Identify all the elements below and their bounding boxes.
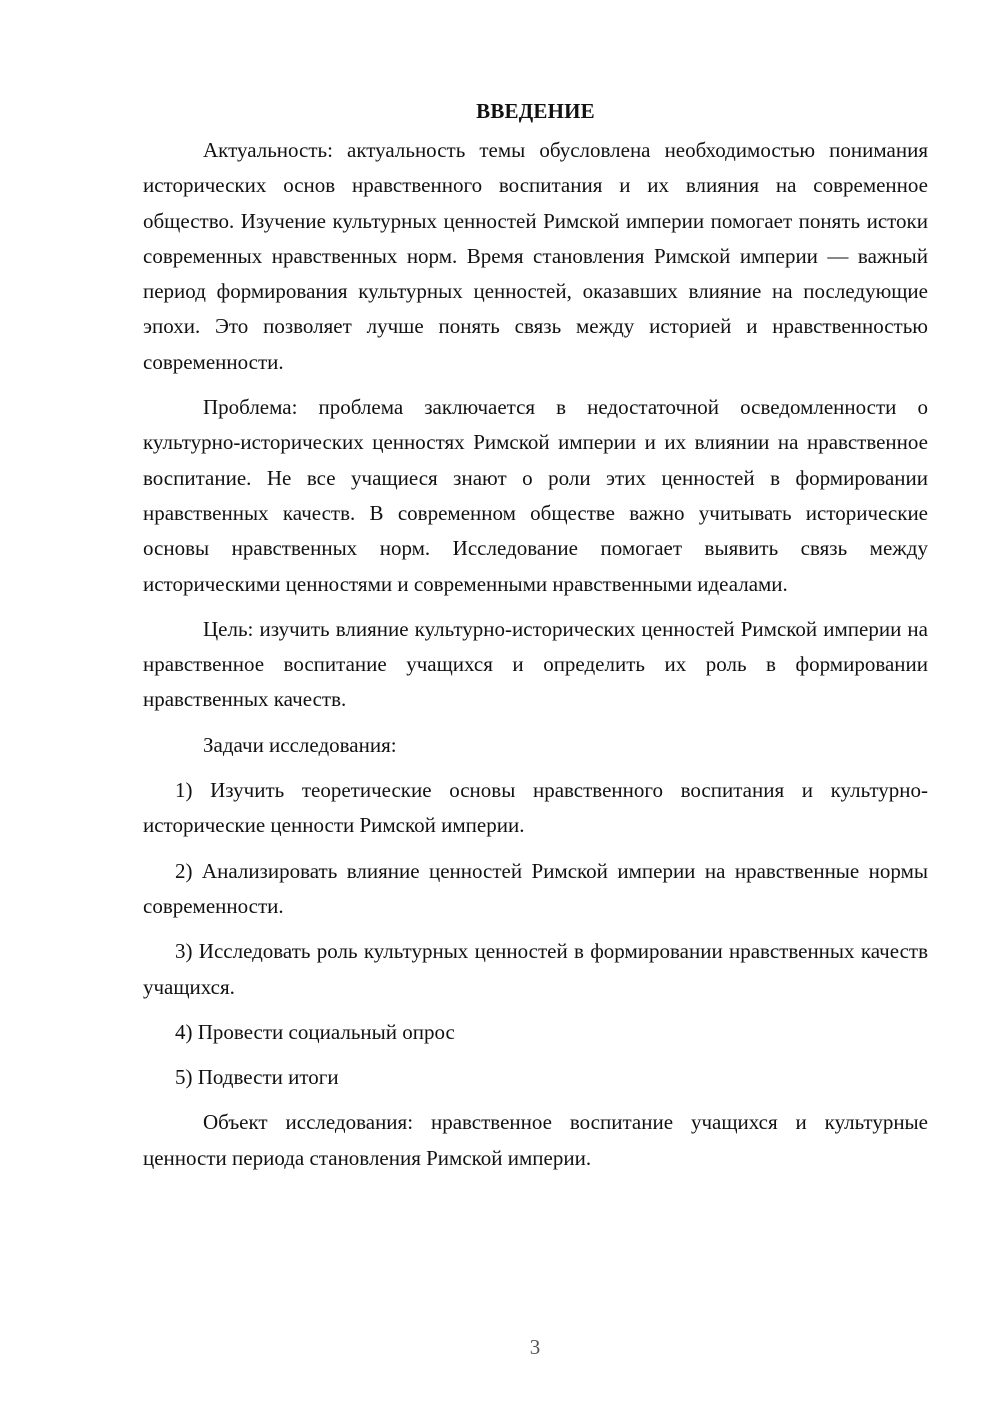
object-paragraph: Объект исследования: нравственное воспитание учащихся и культурные ценности периода становления Римской империи. [143,1110,928,1170]
list-item: 4) Провести социальный опрос [175,1019,455,1044]
relevance-paragraph: Актуальность: актуальность темы обусловлена необходимостью понимания исторических основ нравственного воспитания и их влияния на современное общество. Изучение культурных ценностей Римской империи помогает понять истоки современных нравственных норм. Время становления Римской империи — важный период формирования культурных ценностей, оказавших влияние на последующие эпохи. Это позволяет лучше понять связь между историей и нравственностью современности. [143,138,928,374]
goal-paragraph: Цель: изучить влияние культурно-исторических ценностей Римской империи на нравственное воспитание учащихся и определить их роль в формировании нравственных качеств. [143,616,928,712]
list-item: 5) Подвести итоги [175,1065,339,1090]
tasks-heading: Задачи исследования: [203,732,397,757]
tasks-list [143,773,928,1095]
list-item: 3) Исследовать роль культурных ценностей в формировании нравственных качеств учащихся. [143,939,928,999]
document-body [143,96,928,1186]
list-item: 2) Анализировать влияние ценностей Римской империи на нравственные нормы современности. [143,858,928,918]
list-item: 1) Изучить теоретические основы нравственного воспитания и культурно-исторические ценности Римской империи. [143,778,928,838]
section-heading: ВВЕДЕНИЕ [476,99,595,123]
problem-paragraph: Проблема: проблема заключается в недостаточной осведомленности о культурно-исторических ценностях Римской империи и их влиянии на нравственное воспитание. Не все учащиеся знают о роли этих ценностей в формировании нравственных качеств. В современном обществе важно учитывать исторические основы нравственных норм. Исследование помогает выявить связь между историческими ценностями и современными нравственными идеалами. [143,395,928,596]
page-number: 3 [529,1335,541,1359]
